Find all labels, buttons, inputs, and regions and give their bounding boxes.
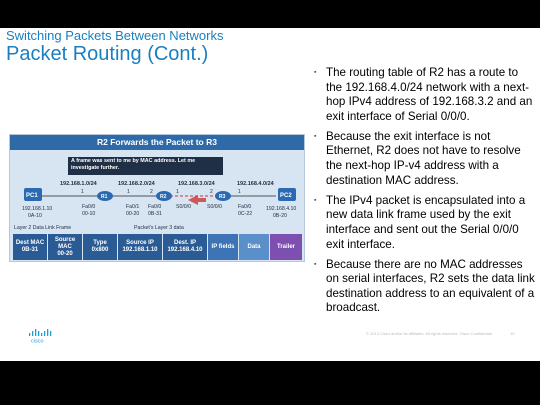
field-label: Dest MAC: [15, 240, 45, 246]
figure-header: R2 Forwards the Packet to R3: [10, 135, 304, 150]
slide-title: Packet Routing (Cont.): [6, 43, 209, 65]
network-label: 192.168.2.0/24: [118, 181, 155, 187]
frame-field-source-mac: [48, 234, 82, 260]
interface-label: S0/0/0: [176, 204, 191, 210]
field-label: Type: [93, 240, 107, 246]
page-number: 15: [510, 331, 515, 336]
svg-text:cisco: cisco: [31, 338, 44, 344]
field-value: 192.168.1.10: [122, 247, 158, 253]
mac-label: 00-10: [82, 211, 96, 217]
router-label: R3: [219, 194, 226, 200]
interface-label: Fa0/0: [148, 204, 162, 210]
interface-number: 1: [81, 189, 84, 195]
network-label: 192.168.4.0/24: [237, 181, 274, 187]
slide-subtitle: Switching Packets Between Networks: [6, 28, 224, 43]
pc1-mac: 0A-10: [28, 213, 42, 219]
interface-label: Fa0/1: [126, 204, 140, 210]
bullet-item: ▪ The routing table of R2 has a route to the 192.168.4.0/24 network with a next-hop IPv4 address of 192.168.3.2 and an exit interface of Serial 0/0/0.: [314, 66, 536, 124]
field-label: Source MAC: [54, 236, 76, 250]
frame-field-data: [239, 234, 269, 260]
bullet-item: ▪ The IPv4 packet is encapsulated into a new data link frame used by the exit interface and sent out the Serial 0/0/0 exit interface.: [314, 194, 536, 252]
cisco-logo-icon: [28, 328, 52, 344]
footer-band: [0, 361, 540, 405]
mac-label: 00-20: [126, 211, 140, 217]
layer3-label: Packet's Layer 3 data: [134, 225, 184, 231]
field-value: 00-20: [57, 250, 73, 257]
interface-number: 1: [127, 189, 130, 195]
interface-number: 2: [150, 189, 153, 195]
pc1-label: PC1: [26, 193, 38, 199]
network-figure: [9, 134, 305, 262]
interface-number: 1: [238, 189, 241, 195]
field-value: 0B-31: [21, 247, 39, 253]
field-label: IP fields: [211, 243, 235, 250]
router-label: R2: [160, 194, 167, 200]
router-label: R1: [101, 194, 108, 200]
frame-field-type: [83, 234, 117, 260]
pc2-label: PC2: [280, 193, 292, 199]
frame-field-ip-fields: [208, 234, 238, 260]
field-label: Data: [247, 243, 261, 250]
callout-text: A frame was sent to me by MAC address. Let me investigate further.: [71, 158, 196, 171]
field-value: 192.168.4.10: [167, 247, 203, 253]
mac-label: 0B-31: [148, 211, 162, 217]
field-label: Source IP: [126, 240, 154, 246]
field-label: Dest. IP: [173, 240, 196, 246]
layer2-label: Layer 2 Data Link Frame: [14, 225, 72, 231]
pc2-ip: 192.168.4.10: [266, 206, 297, 212]
field-value: 0x800: [91, 247, 109, 253]
network-label: 192.168.1.0/24: [60, 181, 97, 187]
pc1-ip: 192.168.1.10: [22, 206, 53, 212]
bullet-item: ▪ Because the exit interface is not Ethernet, R2 does not have to resolve the next-hop IP-v4 address with a destination MAC address.: [314, 130, 536, 188]
bullet-item: ▪ Because there are no MAC addresses on serial interfaces, R2 sets the data link destination address to an equivalent of a broadcast.: [314, 258, 536, 316]
frame-field-dest-mac: [13, 234, 47, 260]
interface-label: S0/0/0: [207, 204, 222, 210]
mac-label: 0C-22: [238, 211, 253, 217]
frame-field-dest-ip: [163, 234, 207, 260]
frame-field-source-ip: [118, 234, 162, 260]
bullet-list: [314, 66, 536, 322]
interface-label: Fa0/0: [238, 204, 252, 210]
field-label: Trailer: [276, 243, 295, 250]
interface-number: 1: [176, 189, 179, 195]
frame-field-trailer: [270, 234, 302, 260]
interface-number: 2: [210, 189, 213, 195]
pc2-mac: 0B-20: [273, 213, 287, 219]
copyright-text: © 2013 Cisco and/or its affiliates. All rights reserved. Cisco Confidential: [366, 331, 492, 336]
network-label: 192.168.3.0/24: [178, 181, 215, 187]
interface-label: Fa0/0: [82, 204, 96, 210]
